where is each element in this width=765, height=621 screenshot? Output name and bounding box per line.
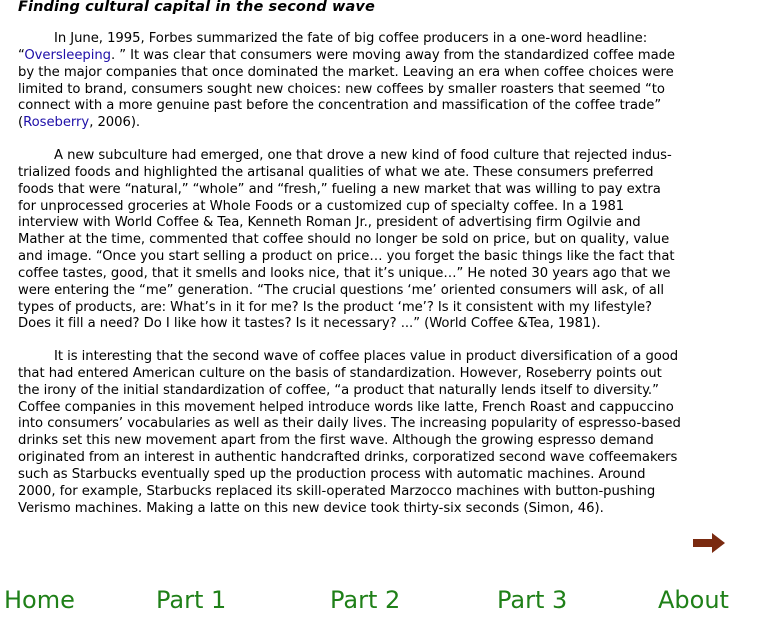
- text-line: and image. “Once you start selling a product on price… you forget the basic things like the fact that: [18, 249, 675, 265]
- text-line: limited to brand, consumers sought new choices: new coffees by smaller roasters that seemed “to: [18, 81, 665, 97]
- page-title: Finding cultural capital in the second wave: [18, 0, 375, 15]
- text-line: It is interesting that the second wave of coffee places value in product diversification of a good: [54, 349, 679, 364]
- bottom-nav: [0, 583, 765, 617]
- oversleeping-link[interactable]: Oversleeping: [24, 47, 111, 63]
- text-line: originated from an interest in authentic handcrafted drinks, corporatized second wave coffeemakers: [18, 450, 678, 466]
- text-line: A new subculture had emerged, one that drove a new kind of food culture that rejected indus-: [54, 148, 672, 163]
- roseberry-link[interactable]: Roseberry: [23, 115, 90, 131]
- text-line: Does it fill a need? Do I like how it tastes? Is it necessary? ...” (World Coffee &Tea, 1981).: [18, 316, 601, 332]
- next-page-button[interactable]: [693, 533, 725, 553]
- text-line: Mather at the time, commented that coffee should no longer be sold on price, but on quality, value: [18, 232, 670, 248]
- text-line: drinks set this new movement apart from the first wave. Although the growing espresso demand: [18, 433, 654, 449]
- text-line: types of products, are: What’s in it for me? Is the product ‘me’? Is it consistent with my lifestyle?: [18, 299, 652, 315]
- right-arrow-icon: [693, 533, 725, 553]
- text-line: into consumers’ vocabularies as well as their daily lives. The increasing popularity of espresso-based: [18, 416, 681, 432]
- paragraph-3: [18, 349, 681, 517]
- text-line: coffee tastes, good, that it smells and looks nice, that it’s unique…” He noted 30 years ago that we: [18, 265, 671, 281]
- text-line: 2000, for example, Starbucks replaced its skill-operated Marzocco machines with button-pushing: [18, 483, 656, 499]
- text-line: foods that were “natural,” “whole” and “fresh,” fueling a new market that was willing to pay extra: [18, 181, 661, 197]
- text-line: the irony of the initial standardization of coffee, “a product that naturally lends itself to diversity.”: [18, 382, 659, 398]
- text-line: were entering the “me” generation. “The crucial questions ‘me’ oriented consumers will ask, of all: [18, 282, 665, 298]
- text-line: that had entered American culture on the basis of standardization. However, Roseberry points out: [18, 365, 662, 381]
- nav-home[interactable]: Home: [4, 586, 75, 614]
- text-line: by the major companies that once dominated the market. Leaving an era when coffee choices were: [18, 64, 674, 80]
- nav-part-2[interactable]: Part 2: [330, 586, 401, 614]
- nav-part-1[interactable]: Part 1: [156, 586, 227, 614]
- text-fragment: “: [18, 47, 25, 63]
- text-line: Verismo machines. Making a latte on this new device took thirty-six seconds (Simon, 46).: [18, 500, 604, 516]
- text-line: connect with a more genuine past before the concentration and massification of the coffee trade”: [18, 98, 662, 114]
- text-line: . ” It was clear that consumers were moving away from the standardized coffee made: [110, 47, 675, 63]
- text-line: such as Starbucks eventually sped up the production process with automatic machines. Around: [18, 466, 646, 482]
- article: [18, 0, 748, 516]
- text-fragment: (: [18, 115, 24, 131]
- text-fragment: , 2006).: [89, 115, 141, 131]
- paragraph-2: [18, 148, 674, 333]
- nav-about[interactable]: About: [658, 586, 729, 614]
- paragraph-1: [18, 31, 675, 132]
- text-line: for unprocessed groceries at Whole Foods or a customized cup of specialty coffee. In a 1981: [18, 198, 625, 214]
- text-line: interview with World Coffee & Tea, Kenneth Roman Jr., president of advertising firm Ogilvie and: [18, 215, 641, 231]
- text-line: Coffee companies in this movement helped introduce words like latte, French Roast and cappuccino: [18, 399, 674, 415]
- text-line: trialized foods and highlighted the artisanal qualities of what we ate. These consumers preferred: [18, 164, 654, 180]
- nav-part-3[interactable]: Part 3: [497, 586, 568, 614]
- text-line: In June, 1995, Forbes summarized the fate of big coffee producers in a one-word headline:: [54, 31, 648, 46]
